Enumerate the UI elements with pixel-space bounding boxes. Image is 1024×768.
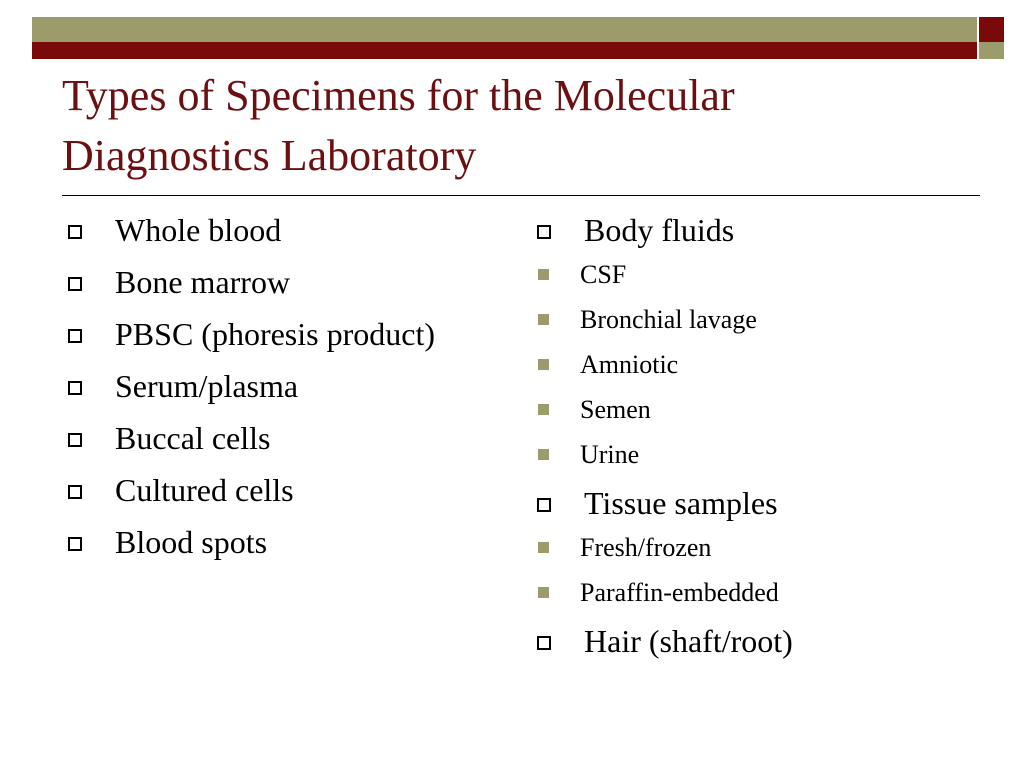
sub-list-item xyxy=(532,342,1002,387)
hollow-square-bullet-icon xyxy=(68,277,82,291)
list-item xyxy=(62,520,482,564)
sub-item-label: Paraffin-embedded xyxy=(580,578,779,607)
list-item xyxy=(62,364,482,408)
hollow-square-bullet-icon xyxy=(68,381,82,395)
list-item xyxy=(62,260,482,304)
list-item-label: Buccal cells xyxy=(115,420,271,456)
list-item-label: Bone marrow xyxy=(115,264,291,300)
list-item-label: Blood spots xyxy=(115,524,268,560)
sub-item-label: Amniotic xyxy=(580,350,679,379)
slide-title xyxy=(62,66,962,186)
hollow-square-bullet-icon xyxy=(68,485,82,499)
filled-square-bullet-icon xyxy=(538,314,549,325)
list-item-label: Tissue samples xyxy=(584,485,778,521)
title-line-2: Diagnostics Laboratory xyxy=(62,131,477,180)
sub-item-label: Urine xyxy=(580,440,640,469)
filled-square-bullet-icon xyxy=(538,449,549,460)
hollow-square-bullet-icon xyxy=(68,225,82,239)
list-item-label: Cultured cells xyxy=(115,472,294,508)
sub-list-item xyxy=(532,570,1002,615)
list-item xyxy=(531,208,1001,252)
filled-square-bullet-icon xyxy=(538,542,549,553)
filled-square-bullet-icon xyxy=(538,587,549,598)
list-item-label: Hair (shaft/root) xyxy=(584,623,793,659)
hollow-square-bullet-icon xyxy=(537,498,551,512)
right-bullet-list xyxy=(531,208,1001,671)
sub-list-item xyxy=(532,297,1002,342)
sub-list-item xyxy=(532,387,1002,432)
filled-square-bullet-icon xyxy=(538,359,549,370)
list-item xyxy=(62,208,482,252)
list-item xyxy=(62,468,482,512)
filled-square-bullet-icon xyxy=(538,269,549,280)
header-band-red xyxy=(32,42,977,59)
list-item-label: Body fluids xyxy=(584,212,735,248)
hollow-square-bullet-icon xyxy=(537,636,551,650)
corner-square-olive xyxy=(979,42,1004,59)
sub-item-label: Semen xyxy=(580,395,651,424)
corner-square-red xyxy=(979,17,1004,42)
list-item-label: PBSC (phoresis product) xyxy=(115,316,435,352)
sub-item-label: Bronchial lavage xyxy=(580,305,757,334)
hollow-square-bullet-icon xyxy=(537,225,551,239)
header-band-olive xyxy=(32,17,977,42)
hollow-square-bullet-icon xyxy=(68,537,82,551)
sub-item-label: Fresh/frozen xyxy=(580,533,712,562)
list-item-label: Serum/plasma xyxy=(115,368,299,404)
list-item xyxy=(531,619,1001,663)
sub-list-item xyxy=(532,432,1002,477)
hollow-square-bullet-icon xyxy=(68,433,82,447)
left-bullet-list xyxy=(62,208,482,572)
sub-item-label: CSF xyxy=(580,260,627,289)
hollow-square-bullet-icon xyxy=(68,329,82,343)
list-item xyxy=(62,416,482,460)
title-divider xyxy=(62,195,980,196)
list-item xyxy=(531,481,1001,525)
list-item xyxy=(62,312,435,356)
sub-list-item xyxy=(532,252,1002,297)
filled-square-bullet-icon xyxy=(538,404,549,415)
title-line-1: Types of Specimens for the Molecular xyxy=(62,71,735,120)
list-item-label: Whole blood xyxy=(115,212,282,248)
sub-list-item xyxy=(532,525,1002,570)
